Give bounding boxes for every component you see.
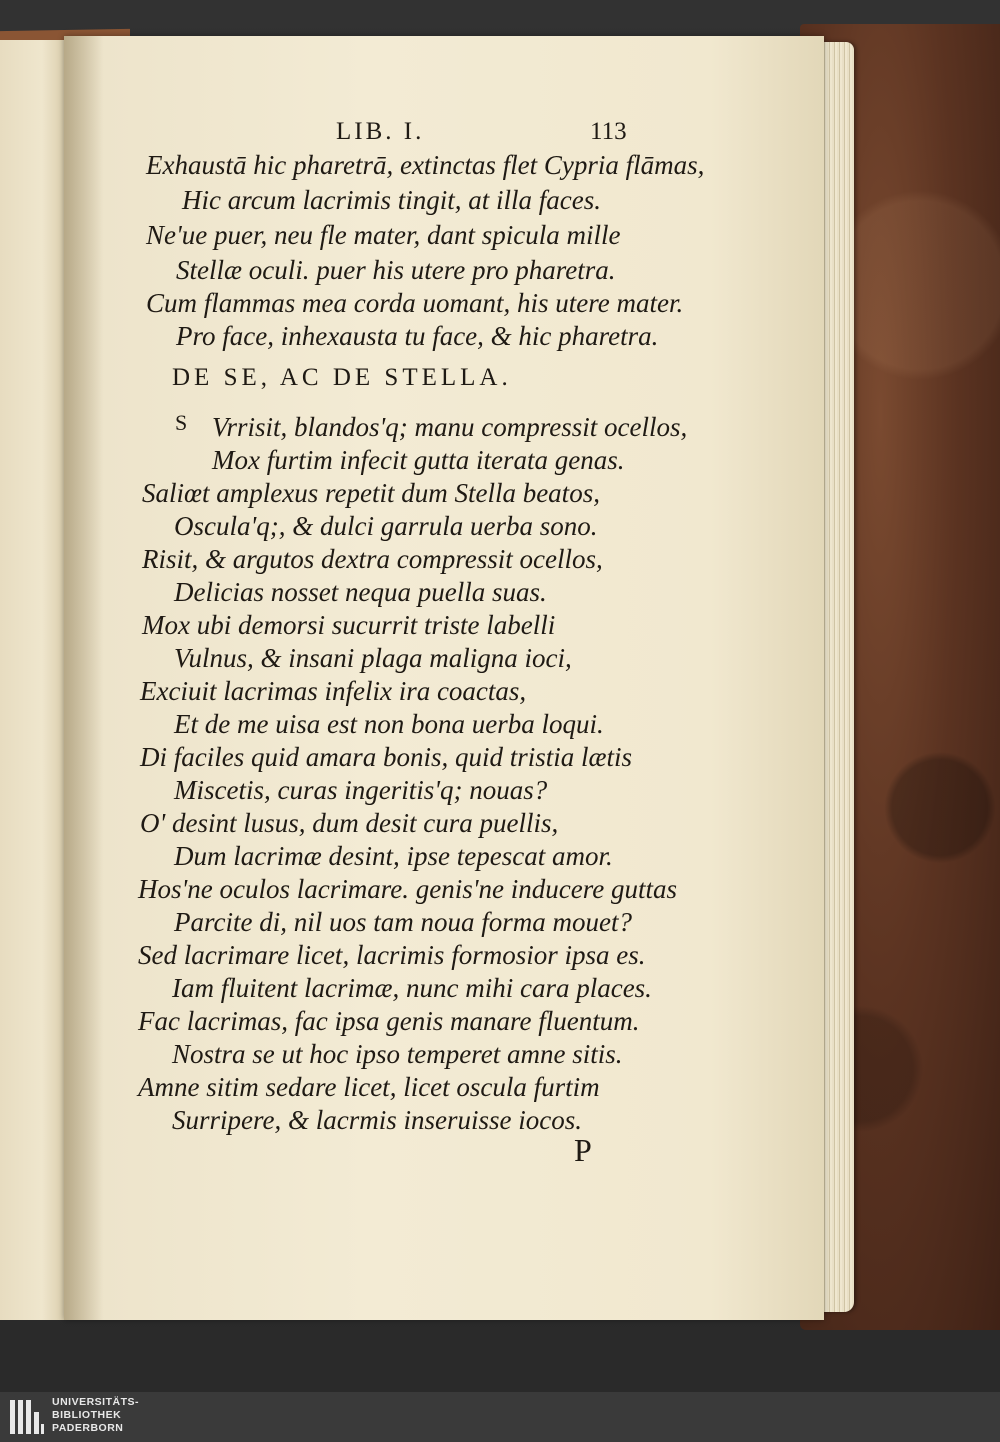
poem-title: DE SE, AC DE STELLA. [172, 364, 512, 391]
poem2-line: Vrrisit, blandos'q; manu compressit ocellos, [212, 412, 688, 442]
poem1-line: Stellæ oculi. puer his utere pro pharetra. [176, 255, 616, 285]
initial-letter: S [175, 410, 188, 435]
poem2-line: Parcite di, nil uos tam noua forma mouet? [174, 907, 632, 937]
logo-line: UNIVERSITÄTS- [52, 1396, 140, 1408]
logo-line: BIBLIOTHEK [52, 1409, 122, 1421]
library-logo-text [52, 1396, 139, 1435]
poem2-line: Sed lacrimare licet, lacrimis formosior ipsa es. [138, 940, 646, 970]
poem2-line: Risit, & argutos dextra compressit ocellos, [142, 544, 603, 574]
poem2-line: Amne sitim sedare licet, licet oscula furtim [138, 1072, 600, 1102]
poem2-line: Delicias nosset nequa puella suas. [174, 577, 547, 607]
poem2-line: Di faciles quid amara bonis, quid tristia lætis [140, 742, 633, 772]
signature-mark: P [574, 1132, 592, 1168]
poem2-line: Nostra se ut hoc ipso temperet amne sitis. [172, 1039, 623, 1069]
poem2-line: Iam fluitent lacrimæ, nunc mihi cara places. [172, 973, 652, 1003]
running-head: LIB. I. [336, 118, 425, 145]
poem2-line: Miscetis, curas ingeritis'q; nouas? [174, 775, 548, 805]
page-number: 113 [590, 118, 627, 145]
poem1-line: Hic arcum lacrimis tingit, at illa faces. [182, 185, 601, 215]
poem1-line: Pro face, inhexausta tu face, & hic pharetra. [176, 321, 659, 351]
poem2-line: Et de me uisa est non bona uerba loqui. [174, 709, 604, 739]
library-logo-icon [8, 1398, 46, 1436]
poem2-line: Oscula'q;, & dulci garrula uerba sono. [174, 511, 598, 541]
left-page [0, 40, 70, 1320]
poem2-line: Saliœt amplexus repetit dum Stella beatos, [142, 478, 600, 508]
poem2-line: Hos'ne oculos lacrimare. genis'ne inducere guttas [138, 874, 677, 904]
poem2-line: Surripere, & lacrmis inseruisse iocos. [172, 1105, 582, 1135]
poem1-line: Ne'ue puer, neu fle mater, dant spicula mille [146, 220, 621, 250]
poem2-line: Mox furtim infecit gutta iterata genas. [212, 445, 625, 475]
poem2-line: Dum lacrimæ desint, ipse tepescat amor. [174, 841, 613, 871]
logo-line: PADERBORN [52, 1422, 124, 1434]
poem1-line: Cum flammas mea corda uomant, his utere mater. [146, 288, 684, 318]
poem2-line: O' desint lusus, dum desit cura puellis, [140, 808, 559, 838]
poem2-line: Mox ubi demorsi sucurrit triste labelli [142, 610, 556, 640]
poem2-line: Fac lacrimas, fac ipsa genis manare fluentum. [138, 1006, 640, 1036]
footer-bar [0, 1392, 1000, 1442]
poem1-line: Exhaustā hic pharetrā, extinctas flet Cypria flāmas, [146, 150, 705, 180]
poem2-line: Exciuit lacrimas infelix ira coactas, [140, 676, 527, 706]
poem2-line: Vulnus, & insani plaga maligna ioci, [174, 643, 572, 673]
